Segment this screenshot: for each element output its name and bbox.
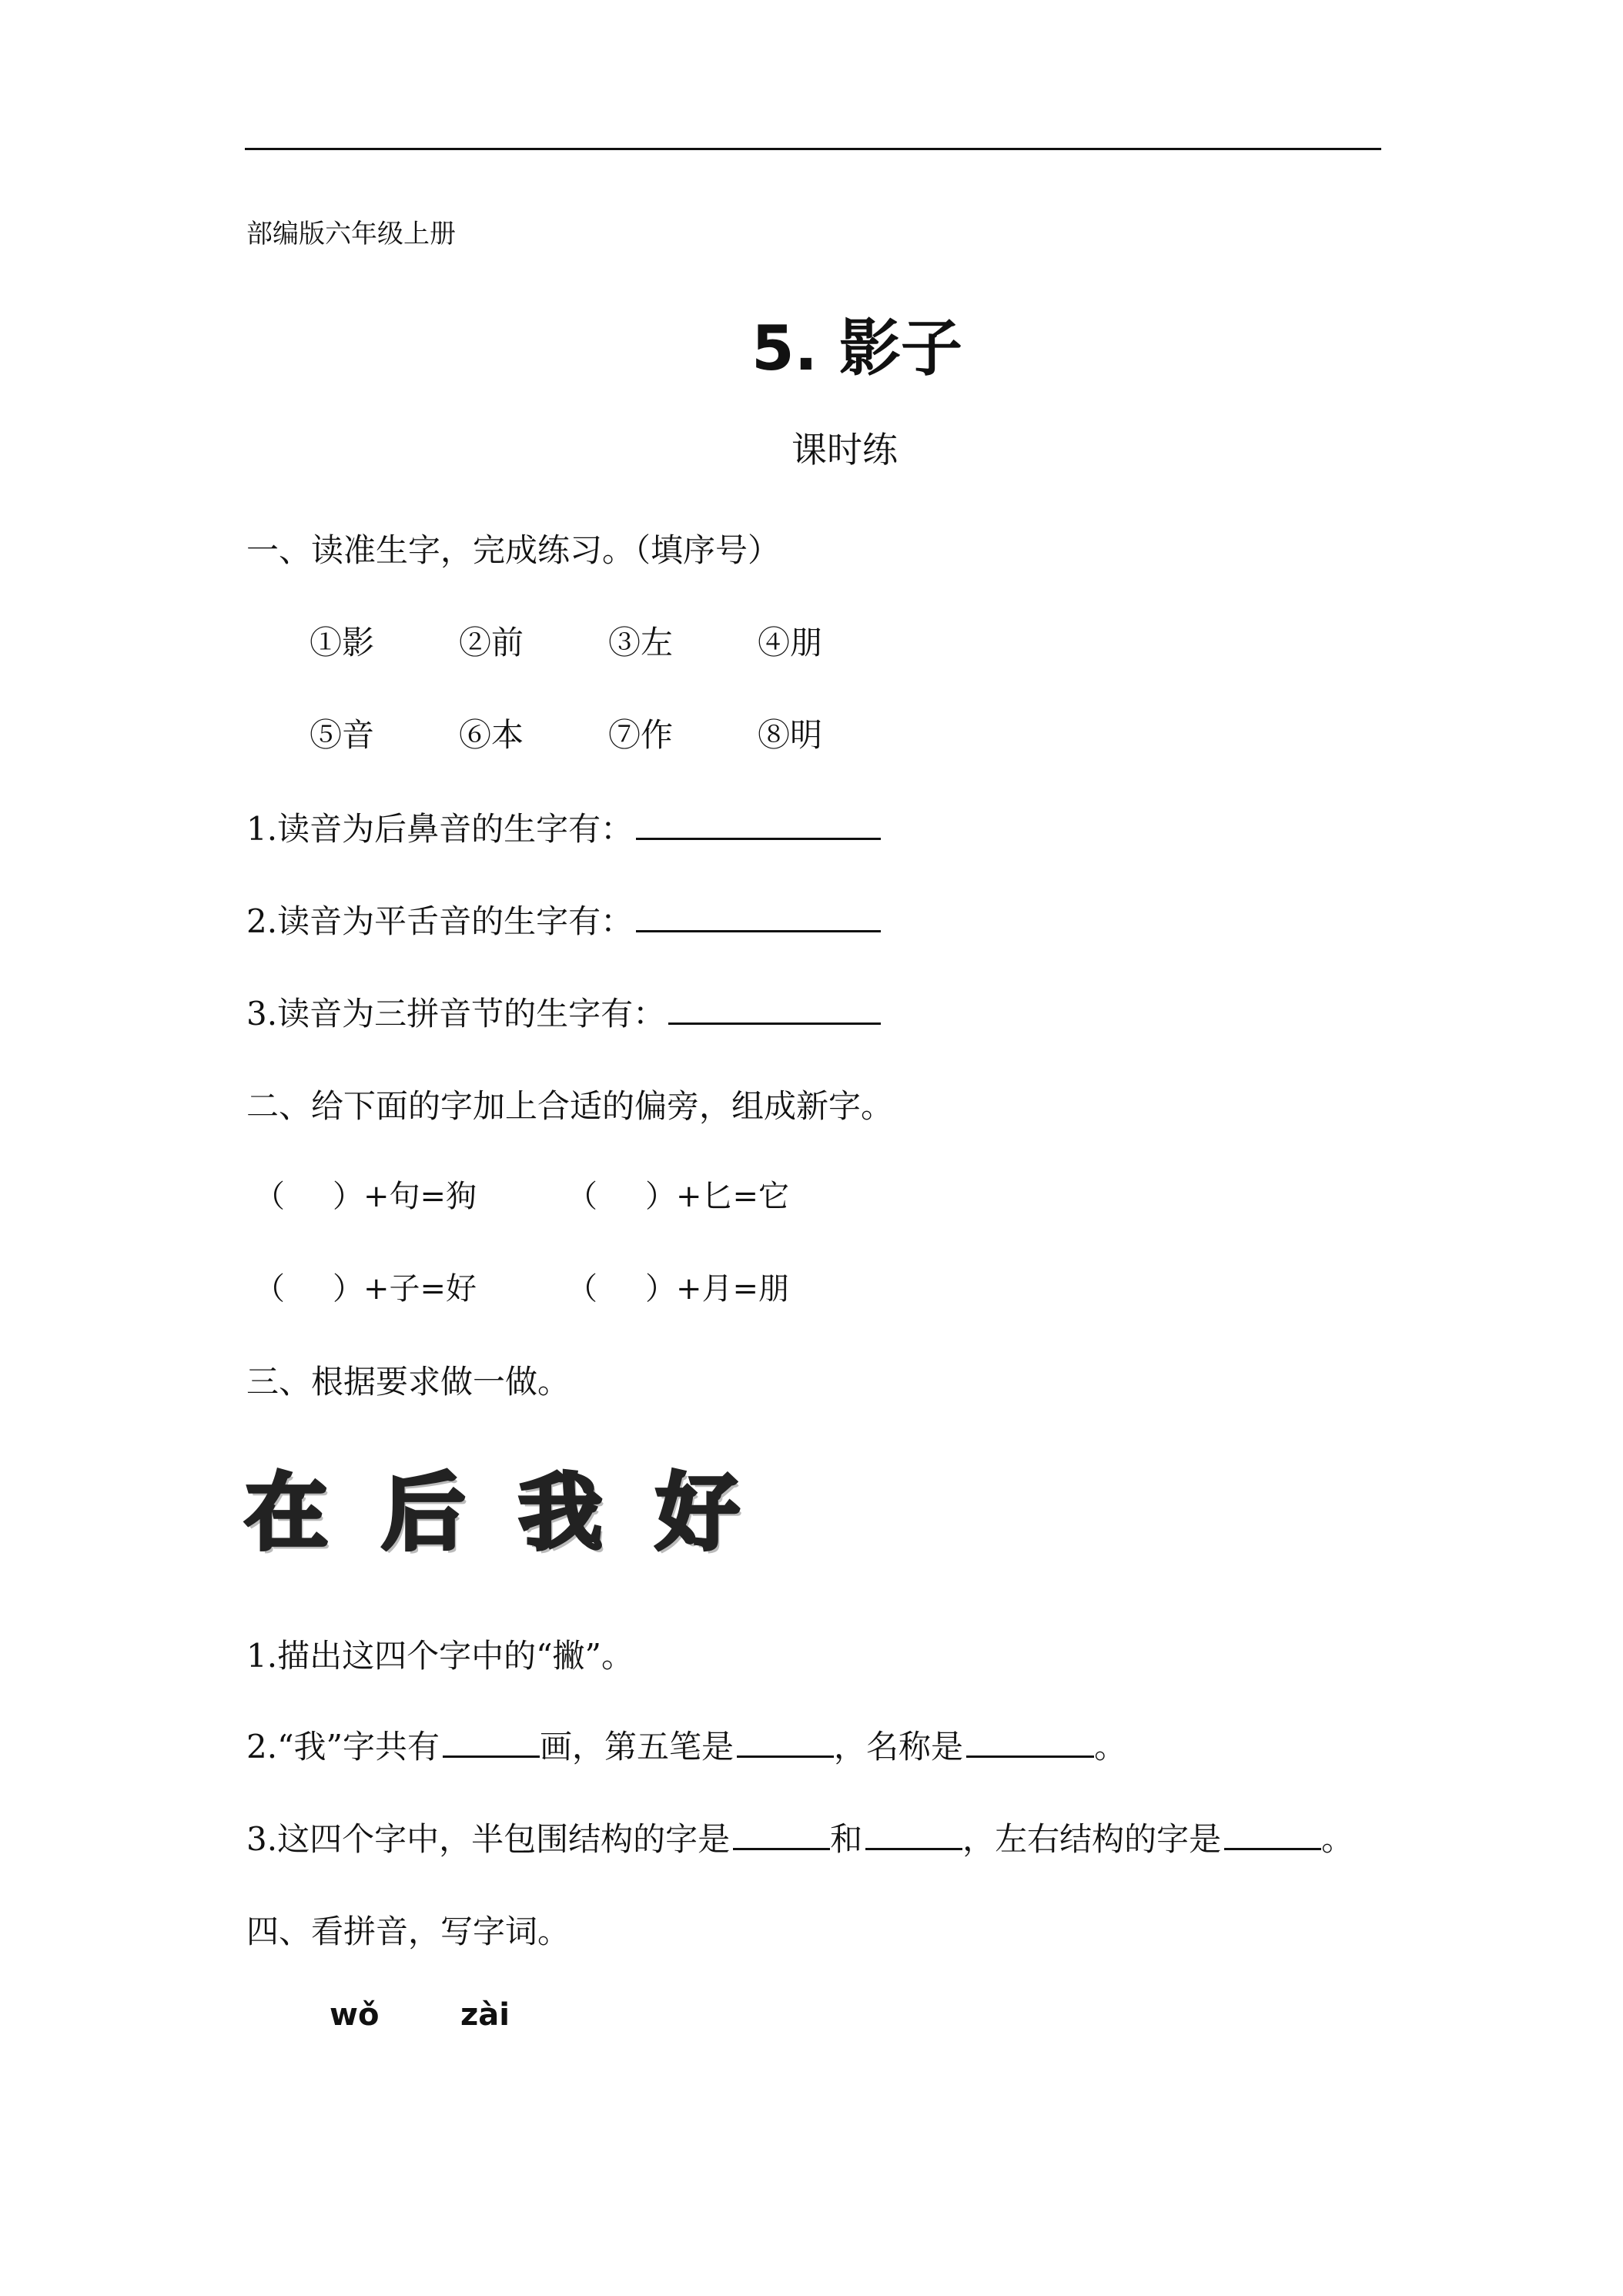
answer-blank[interactable]: [636, 810, 881, 840]
q2-text-4: 。: [1094, 1728, 1127, 1766]
pinyin-label: wǒ: [330, 1997, 380, 2033]
question-text: 3.读音为三拼音节的生字有：: [246, 995, 666, 1033]
close-bracket: ）: [645, 1271, 676, 1307]
open-bracket: （: [567, 1179, 597, 1214]
answer-blank[interactable]: [737, 1728, 834, 1758]
answer-blank[interactable]: [966, 1728, 1094, 1758]
open-bracket: （: [567, 1271, 597, 1307]
radical-item: [254, 1172, 477, 1216]
answer-blank[interactable]: [668, 995, 881, 1025]
section3-q3: [246, 1814, 1354, 1860]
outline-char[interactable]: 好: [656, 1465, 740, 1561]
q2-text-3: ，名称是: [834, 1728, 964, 1766]
section4-heading: 四、看拼音，写字词。: [246, 1913, 571, 1950]
q3-text-3: ，左右结构的字是: [962, 1820, 1222, 1858]
section3-q1: 1.描出这四个字中的“撇”。: [246, 1637, 634, 1675]
radical-rest: +匕=它: [676, 1179, 790, 1214]
open-bracket: （: [254, 1271, 285, 1307]
radical-rest: +句=狗: [363, 1179, 477, 1214]
answer-blank[interactable]: [443, 1728, 540, 1758]
char-option: ⑤音: [310, 716, 375, 754]
char-option: ⑦作: [608, 716, 674, 754]
answer-blank[interactable]: [865, 1820, 962, 1850]
close-bracket: ）: [645, 1179, 676, 1214]
answer-blank[interactable]: [733, 1820, 830, 1850]
page-title: 5. 影子: [751, 313, 962, 384]
outline-char[interactable]: 在: [245, 1465, 329, 1561]
question-text: 2.读音为平舌音的生字有：: [246, 902, 634, 940]
char-option: ⑧明: [758, 716, 823, 754]
char-option: ③左: [608, 624, 674, 661]
close-bracket: ）: [333, 1179, 363, 1214]
outline-char[interactable]: 我: [519, 1465, 603, 1561]
radical-item: [567, 1264, 789, 1308]
outline-char[interactable]: 后: [382, 1465, 466, 1561]
section1-heading: 一、读准生字，完成练习。（填序号）: [246, 531, 781, 569]
char-option: ④朋: [758, 624, 823, 661]
question-text: 1.读音为后鼻音的生字有：: [246, 810, 634, 848]
char-option: ⑥本: [459, 716, 524, 754]
grade-label: 部编版六年级上册: [246, 219, 456, 249]
section3-q2: [246, 1722, 1126, 1768]
page-subtitle: 课时练: [791, 429, 898, 470]
q3-text-1: 3.这四个字中，半包围结构的字是: [246, 1820, 731, 1858]
open-bracket: （: [254, 1179, 285, 1214]
radical-rest: +子=好: [363, 1271, 477, 1307]
q3-text-2: 和: [830, 1820, 863, 1858]
char-option: ①影: [310, 624, 375, 661]
section3-heading: 三、根据要求做一做。: [246, 1363, 571, 1401]
radical-item: [254, 1264, 477, 1308]
question-row: [246, 896, 881, 942]
answer-blank[interactable]: [636, 902, 881, 932]
q3-text-4: 。: [1321, 1820, 1354, 1858]
question-row: [246, 989, 881, 1035]
radical-rest: +月=朋: [676, 1271, 790, 1307]
answer-blank[interactable]: [1224, 1820, 1321, 1850]
q2-text-2: 画，第五笔是: [540, 1728, 735, 1766]
radical-item: [567, 1172, 789, 1216]
pinyin-label: zài: [460, 1997, 510, 2033]
close-bracket: ）: [333, 1271, 363, 1307]
header-rule: [245, 148, 1381, 150]
section2-heading: 二、给下面的字加上合适的偏旁，组成新字。: [246, 1087, 894, 1125]
char-option: ②前: [459, 624, 524, 661]
question-row: [246, 804, 881, 850]
q2-text-1: 2.“我”字共有: [246, 1728, 440, 1766]
